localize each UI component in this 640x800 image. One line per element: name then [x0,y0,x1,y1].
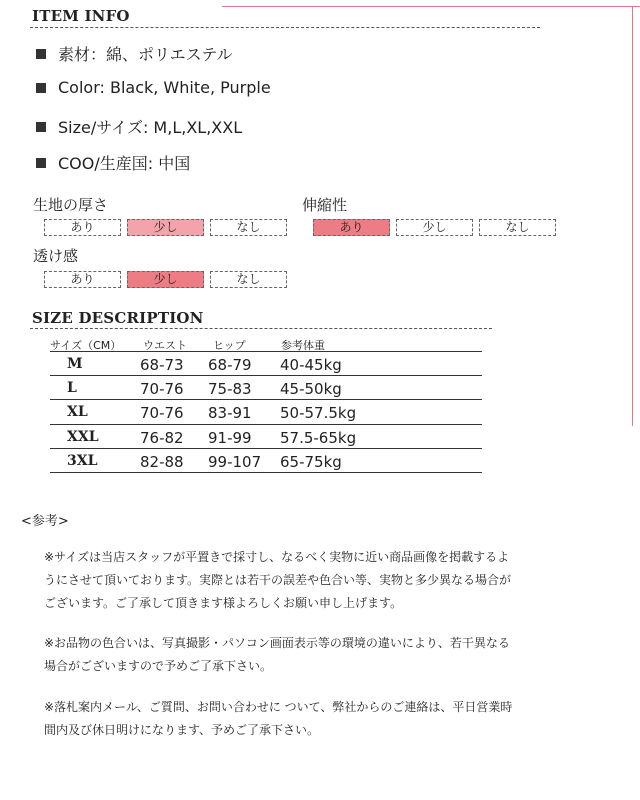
stretch-label: 伸縮性 [302,196,348,214]
reference-note-1: ※サイズは当店スタッフが平置きで採寸し、なるべく実物に近い商品画像を掲載するよ うにさせて頂いております。実際とは若干の誤差や色合い等、実物と多少異なる場合が ございます。ご了承して頂きます様よろしくお願い申し上げます。 [44,550,512,610]
stretch-option-ari-selected: あり [313,219,390,236]
sheer-scale [44,271,287,288]
thickness-option-sukoshi-selected: 少し [127,219,204,236]
size-row-l-weight: 45-50kg [280,380,342,398]
size-header-hip: ヒップ [213,339,246,352]
size-header-waist: ウエスト [143,339,187,352]
size-row-xl-waist: 70-76 [140,404,184,422]
size-row-l-label: L [67,380,77,396]
size-row-xxl-label: XXL [67,429,99,445]
item-info-title: ITEM INFO [32,7,130,25]
reference-note-2: ※お品物の色合いは、写真撮影・パソコン画面表示等の環境の違いにより、若干異なる 場合がございますので予めご了承下さい。 [44,636,510,673]
size-row-rule [50,399,482,400]
size-row-3xl-label: 3XL [67,453,98,469]
size-row-xxl-waist: 76-82 [140,429,184,447]
size-header-rule [50,351,482,352]
size-row-xl-hip: 83-91 [208,404,252,422]
sheer-label: 透け感 [33,247,79,265]
bullet-square-icon [36,122,46,132]
info-row-coo: COO/生産国: 中国 [36,151,190,174]
size-row-xl-weight: 50-57.5kg [280,404,357,422]
size-row-3xl-waist: 82-88 [140,453,184,471]
size-row-rule [50,424,482,425]
reference-note-3: ※落札案内メール、ご質問、お問い合わせに ついて、弊社からのご連絡は、平日営業時 間内及び休日明けになります、予めご了承下さい。 [44,700,513,737]
thickness-label: 生地の厚さ [33,196,109,214]
size-row-xl-label: XL [67,404,88,420]
size-row-m-waist: 68-73 [140,356,184,374]
bullet-square-icon [36,49,46,59]
size-row-rule [50,472,482,473]
size-row-m-hip: 68-79 [208,356,252,374]
item-info-divider [30,27,540,28]
size-row-xxl-weight: 57.5-65kg [280,429,357,447]
size-row-l-waist: 70-76 [140,380,184,398]
bullet-square-icon [36,158,46,168]
size-description-title: SIZE DESCRIPTION [32,309,204,327]
thickness-option-nashi: なし [210,219,287,236]
decorative-corner-line-vertical [632,6,633,426]
thickness-scale [44,219,287,236]
decorative-corner-line [222,6,640,7]
sheer-option-sukoshi-selected: 少し [127,271,204,288]
stretch-option-sukoshi: 少し [396,219,473,236]
stretch-scale [313,219,556,236]
reference-title: <参考> [21,514,69,529]
thickness-option-ari: あり [44,219,121,236]
sheer-option-nashi: なし [210,271,287,288]
info-row-color: Color: Black, White, Purple [36,78,271,97]
size-row-3xl-hip: 99-107 [208,453,262,471]
size-row-rule [50,448,482,449]
size-row-xxl-hip: 91-99 [208,429,252,447]
size-description-divider [30,328,492,329]
size-header-size: サイズ（CM） [50,339,122,352]
info-row-size: Size/サイズ: M,L,XL,XXL [36,115,242,138]
size-row-m-weight: 40-45kg [280,356,342,374]
size-header-weight: 参考体重 [281,339,325,352]
size-row-m-label: M [67,356,83,372]
bullet-square-icon [36,83,46,93]
stretch-option-nashi: なし [479,219,556,236]
size-row-l-hip: 75-83 [208,380,252,398]
sheer-option-ari: あり [44,271,121,288]
info-row-material: 素材：綿、ポリエステル [36,42,233,65]
size-row-rule [50,375,482,376]
size-row-3xl-weight: 65-75kg [280,453,342,471]
